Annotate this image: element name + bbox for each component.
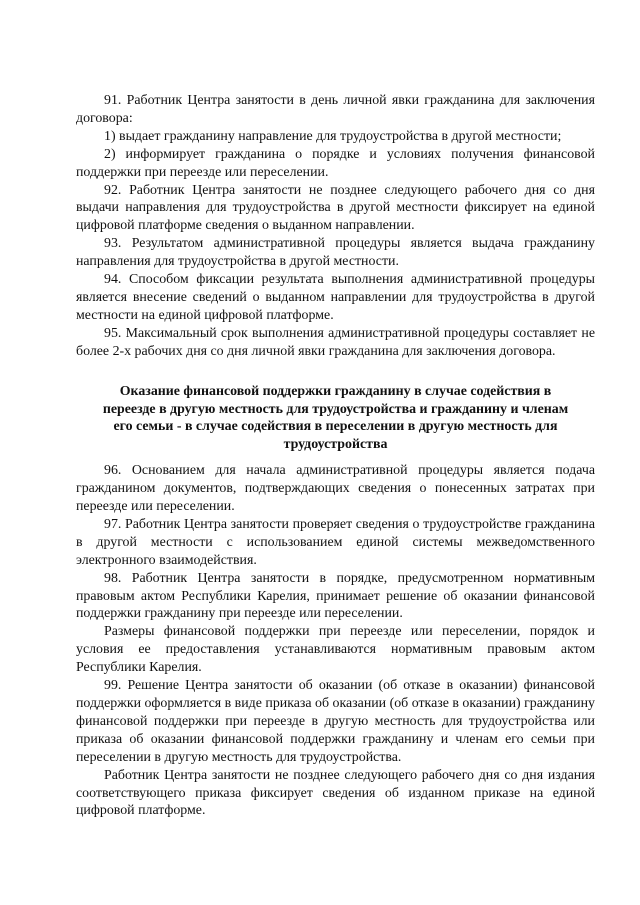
section-heading: Оказание финансовой поддержки гражданину в случае содействия в переезде в другую местность для трудоустройства и гражданину и членам его семьи - в случае содействия в переселении в другую местность для трудоустройства xyxy=(102,383,569,453)
paragraph-99: 99. Решение Центра занятости об оказании (об отказе в оказании) финансовой поддержки оформляется в виде приказа об оказании (об отказе в оказании) гражданину финансовой поддержки при переезде в другую местность для трудоустройства или приказа об оказании финансовой поддержки гражданину и членам его семьи при переселении в другую местность для трудоустройства. xyxy=(76,678,595,765)
paragraph-99-fixation: Работник Центра занятости не позднее следующего рабочего дня со дня издания соответствующего приказа фиксирует сведения об изданном приказе на единой цифровой платформе. xyxy=(76,767,595,819)
document-page xyxy=(76,92,595,820)
paragraph-93: 93. Результатом административной процедуры является выдача гражданину направления для трудоустройства в другой местности. xyxy=(76,236,595,270)
paragraph-92: 92. Работник Центра занятости не позднее следующего рабочего дня со дня выдачи направления для трудоустройства в другой местности фиксирует на единой цифровой платформе сведения о выданном направлении. xyxy=(76,182,595,234)
paragraph-91-item-2: 2) информирует гражданина о порядке и условиях получения финансовой поддержки при переезде или переселении. xyxy=(76,146,595,180)
paragraph-91-item-1: 1) выдает гражданину направление для трудоустройства в другой местности; xyxy=(104,128,562,144)
paragraph-97: 97. Работник Центра занятости проверяет сведения о трудоустройстве гражданина в другой местности с использованием единой системы межведомственного электронного взаимодействия. xyxy=(76,516,595,568)
paragraph-94: 94. Способом фиксации результата выполнения административной процедуры является внесение сведений о выданном направлении для трудоустройства в другой местности на единой цифровой платформе. xyxy=(76,272,595,323)
paragraph-98-sizes: Размеры финансовой поддержки при переезде или переселении, порядок и условия ее предоставления устанавливаются нормативным правовым актом Республики Карелия. xyxy=(76,624,595,676)
paragraph-91: 91. Работник Центра занятости в день личной явки гражданина для заключения договора: xyxy=(76,93,595,126)
paragraph-96: 96. Основанием для начала административной процедуры является подача гражданином документов, подтверждающих сведения о понесенных затратах при переезде или переселении. xyxy=(76,463,595,515)
paragraph-95: 95. Максимальный срок выполнения административной процедуры составляет не более 2-х рабочих дня со дня личной явки гражданина для заключения договора. xyxy=(76,325,595,359)
paragraph-98: 98. Работник Центра занятости в порядке, предусмотренном нормативным правовым актом Республики Карелия, принимает решение об оказании финансовой поддержки гражданину при переезде или переселении. xyxy=(76,570,595,622)
